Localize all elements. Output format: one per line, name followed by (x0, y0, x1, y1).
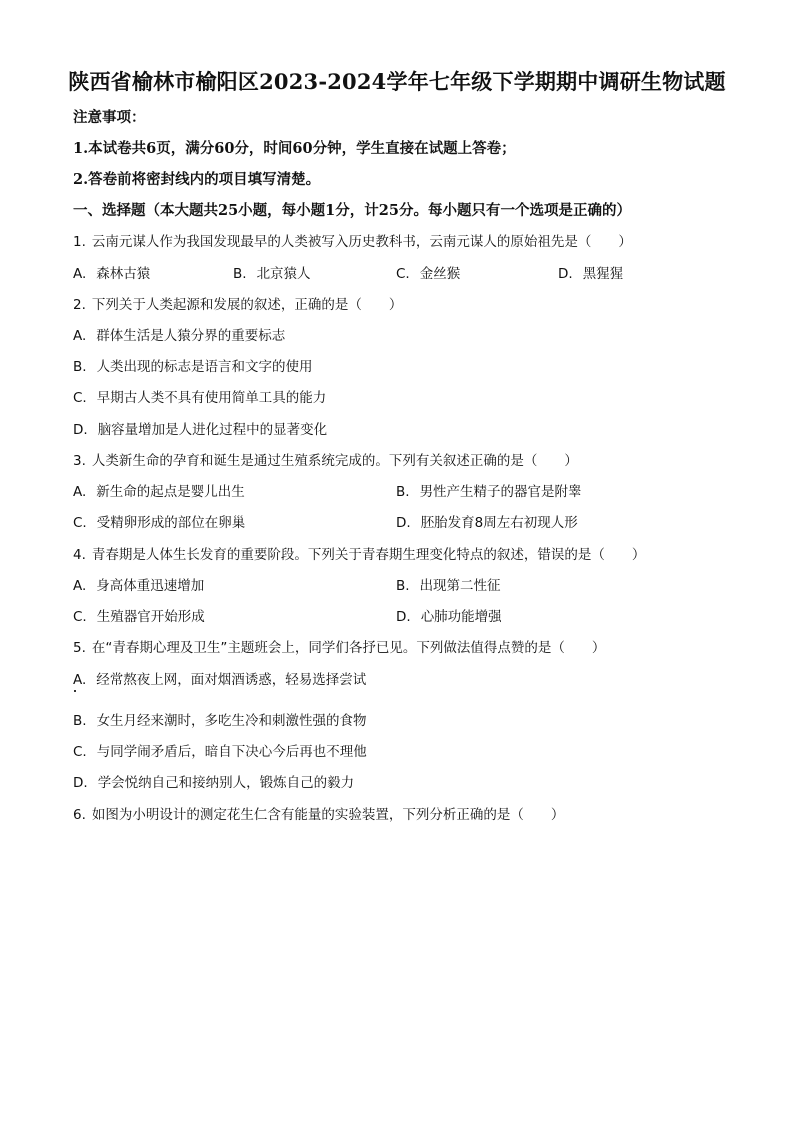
q1-option-d: D. 黑猩猩 (558, 266, 624, 282)
question-number: 4. (73, 547, 86, 563)
q5-option-c: C. 与同学闹矛盾后，暗自下决心今后再也不理他 (73, 744, 367, 760)
question-1 (73, 232, 632, 252)
question-text: 人类新生命的孕育和诞生是通过生殖系统完成的。下列有关叙述正确的是（ ） (91, 453, 578, 469)
question-5 (73, 638, 605, 658)
q2-option-a: A. 群体生活是人猿分界的重要标志 (73, 328, 286, 344)
q4-option-d: D. 心肺功能增强 (396, 609, 502, 625)
notice-item-1: 1.本试卷共6页，满分60分，时间60分钟，学生直接在试题上答卷； (73, 140, 516, 157)
q1-option-b: B. 北京猿人 (233, 266, 311, 282)
q1-option-c: C. 金丝猴 (396, 266, 461, 282)
stray-dot-mark (74, 690, 76, 692)
question-text: 青春期是人体生长发育的重要阶段。下列关于青春期生理变化特点的叙述，错误的是（ ） (91, 547, 646, 563)
section-heading-choice: 一、选择题（本大题共25小题，每小题1分，计25分。每小题只有一个选项是正确的） (73, 202, 631, 219)
question-text: 在“青春期心理及卫生”主题班会上，同学们各抒已见。下列做法值得点赞的是（ ） (91, 640, 606, 656)
question-number: 5. (73, 640, 86, 656)
question-text: 云南元谋人作为我国发现最早的人类被写入历史教科书，云南元谋人的原始祖先是（ ） (91, 234, 632, 250)
question-3 (73, 451, 578, 471)
q3-option-b: B. 男性产生精子的器官是附睾 (396, 484, 582, 500)
question-text: 下列关于人类起源和发展的叙述，正确的是（ ） (91, 297, 403, 313)
q1-option-a: A. 森林古猿 (73, 266, 151, 282)
q5-option-d: D. 学会悦纳自己和接纳别人，锻炼自己的毅力 (73, 775, 355, 791)
notice-heading: 注意事项： (73, 109, 146, 126)
question-text: 如图为小明设计的测定花生仁含有能量的实验装置，下列分析正确的是（ ） (91, 807, 565, 823)
question-number: 6. (73, 807, 86, 823)
q2-option-c: C. 早期古人类不具有使用简单工具的能力 (73, 390, 327, 406)
question-2 (73, 295, 402, 315)
q4-option-a: A. 身高体重迅速增加 (73, 578, 205, 594)
question-4 (73, 545, 645, 565)
q2-option-b: B. 人类出现的标志是语言和文字的使用 (73, 359, 313, 375)
question-number: 1. (73, 234, 86, 250)
notice-item-2: 2.答卷前将密封线内的项目填写清楚。 (73, 171, 321, 188)
question-number: 2. (73, 297, 86, 313)
q3-option-a: A. 新生命的起点是婴儿出生 (73, 484, 245, 500)
question-number: 3. (73, 453, 86, 469)
q4-option-c: C. 生殖器官开始形成 (73, 609, 205, 625)
question-6 (73, 805, 564, 825)
exam-title: 陕西省榆林市榆阳区2023-2024学年七年级下学期期中调研生物试题 (68, 69, 726, 94)
q3-option-d: D. 胚胎发育8周左右初现人形 (396, 515, 578, 531)
q4-option-b: B. 出现第二性征 (396, 578, 501, 594)
q3-option-c: C. 受精卵形成的部位在卵巢 (73, 515, 246, 531)
q2-option-d: D. 脑容量增加是人进化过程中的显著变化 (73, 422, 328, 438)
q5-option-b: B. 女生月经来潮时，多吃生冷和刺激性强的食物 (73, 713, 367, 729)
q5-option-a: A. 经常熬夜上网，面对烟酒诱惑，轻易选择尝试 (73, 672, 367, 688)
